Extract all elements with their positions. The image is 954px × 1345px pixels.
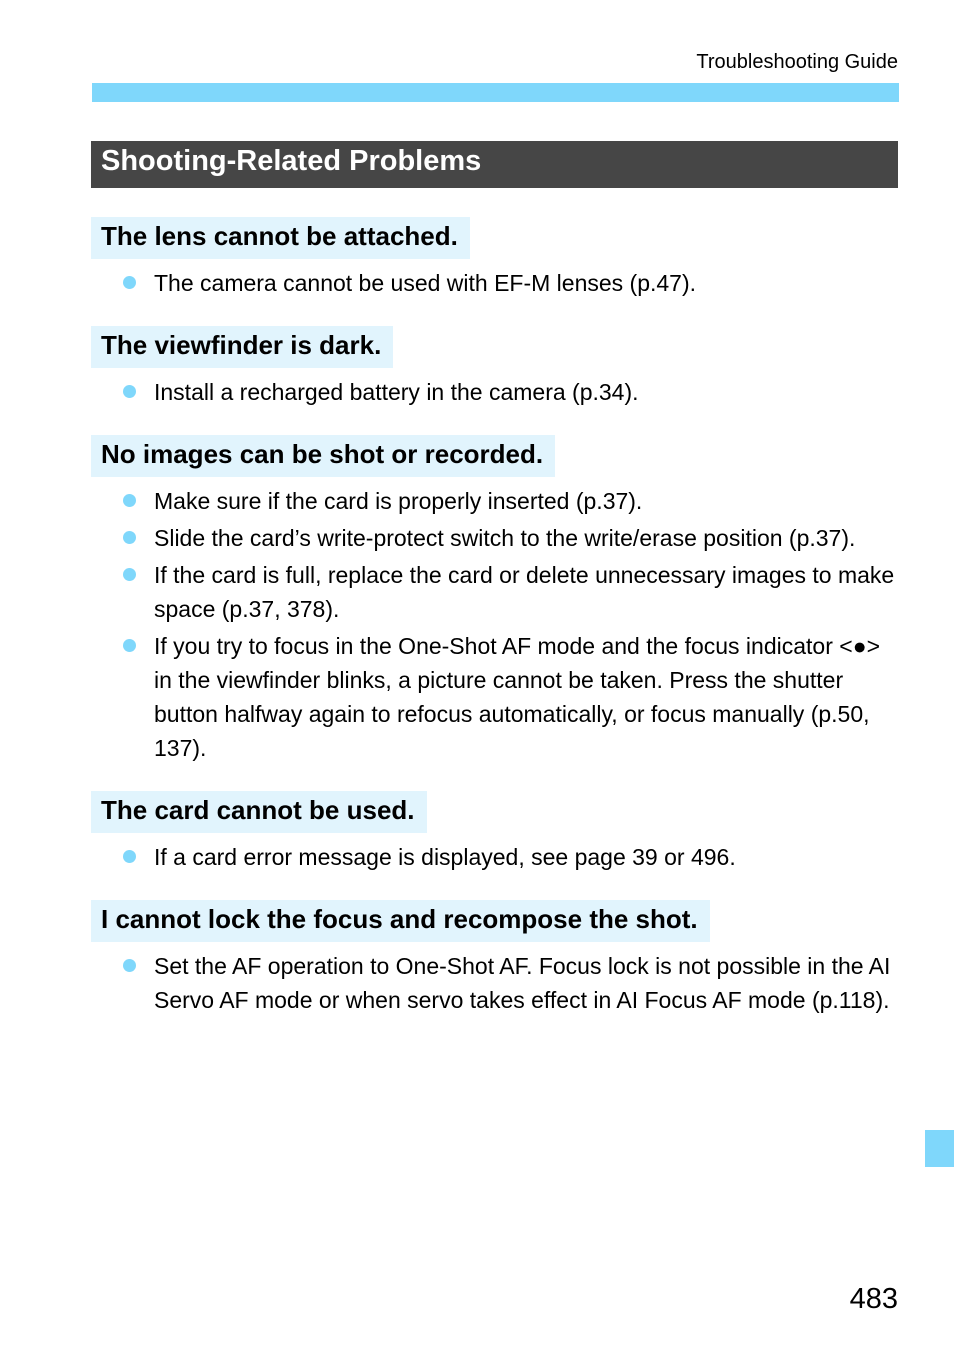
list-item-text: Make sure if the card is properly inserted (p.37).	[154, 488, 643, 514]
bullet-icon	[123, 639, 136, 652]
bullet-icon	[123, 568, 136, 581]
list-item	[91, 840, 899, 874]
bullet-icon	[123, 494, 136, 507]
bullet-icon	[123, 959, 136, 972]
problem-heading: I cannot lock the focus and recompose the shot.	[91, 900, 710, 942]
bullet-icon	[123, 531, 136, 544]
list-item	[91, 521, 899, 555]
list-item	[91, 266, 899, 300]
solution-list	[91, 484, 899, 765]
problem-block	[91, 791, 899, 874]
problem-block	[91, 326, 899, 409]
list-item	[91, 558, 899, 626]
problem-heading: The lens cannot be attached.	[91, 217, 470, 259]
problem-heading: No images can be shot or recorded.	[91, 435, 555, 477]
solution-list	[91, 266, 899, 300]
chapter-side-tab	[925, 1130, 954, 1167]
list-item-text: If a card error message is displayed, see page 39 or 496.	[154, 844, 736, 870]
list-item	[91, 375, 899, 409]
problem-block	[91, 900, 899, 1017]
list-item-text: If you try to focus in the One-Shot AF mode and the focus indicator <●> in the viewfinder blinks, a picture cannot be taken. Press the shutter button halfway again to refocus automatically, or focus manually (p.50, 137).	[154, 633, 881, 761]
solution-list	[91, 375, 899, 409]
page-number: 483	[849, 1283, 898, 1315]
problem-heading: The viewfinder is dark.	[91, 326, 393, 368]
list-item	[91, 949, 899, 1017]
header-accent-bar	[92, 83, 899, 102]
bullet-icon	[123, 276, 136, 289]
bullet-icon	[123, 850, 136, 863]
solution-list	[91, 840, 899, 874]
running-header: Troubleshooting Guide	[696, 51, 898, 73]
solution-list	[91, 949, 899, 1017]
bullet-icon	[123, 385, 136, 398]
list-item-text: Install a recharged battery in the camera (p.34).	[154, 379, 639, 405]
list-item	[91, 629, 899, 765]
list-item-text: Slide the card’s write-protect switch to the write/erase position (p.37).	[154, 525, 856, 551]
section-title: Shooting-Related Problems	[91, 141, 898, 188]
list-item	[91, 484, 899, 518]
list-item-text: If the card is full, replace the card or delete unnecessary images to make space (p.37, 378).	[154, 562, 895, 622]
problem-list	[91, 217, 899, 1043]
problem-block	[91, 217, 899, 300]
list-item-text: Set the AF operation to One-Shot AF. Focus lock is not possible in the AI Servo AF mode or when servo takes effect in AI Focus AF mode (p.118).	[154, 953, 891, 1013]
list-item-text: The camera cannot be used with EF-M lenses (p.47).	[154, 270, 697, 296]
problem-heading: The card cannot be used.	[91, 791, 427, 833]
problem-block	[91, 435, 899, 765]
